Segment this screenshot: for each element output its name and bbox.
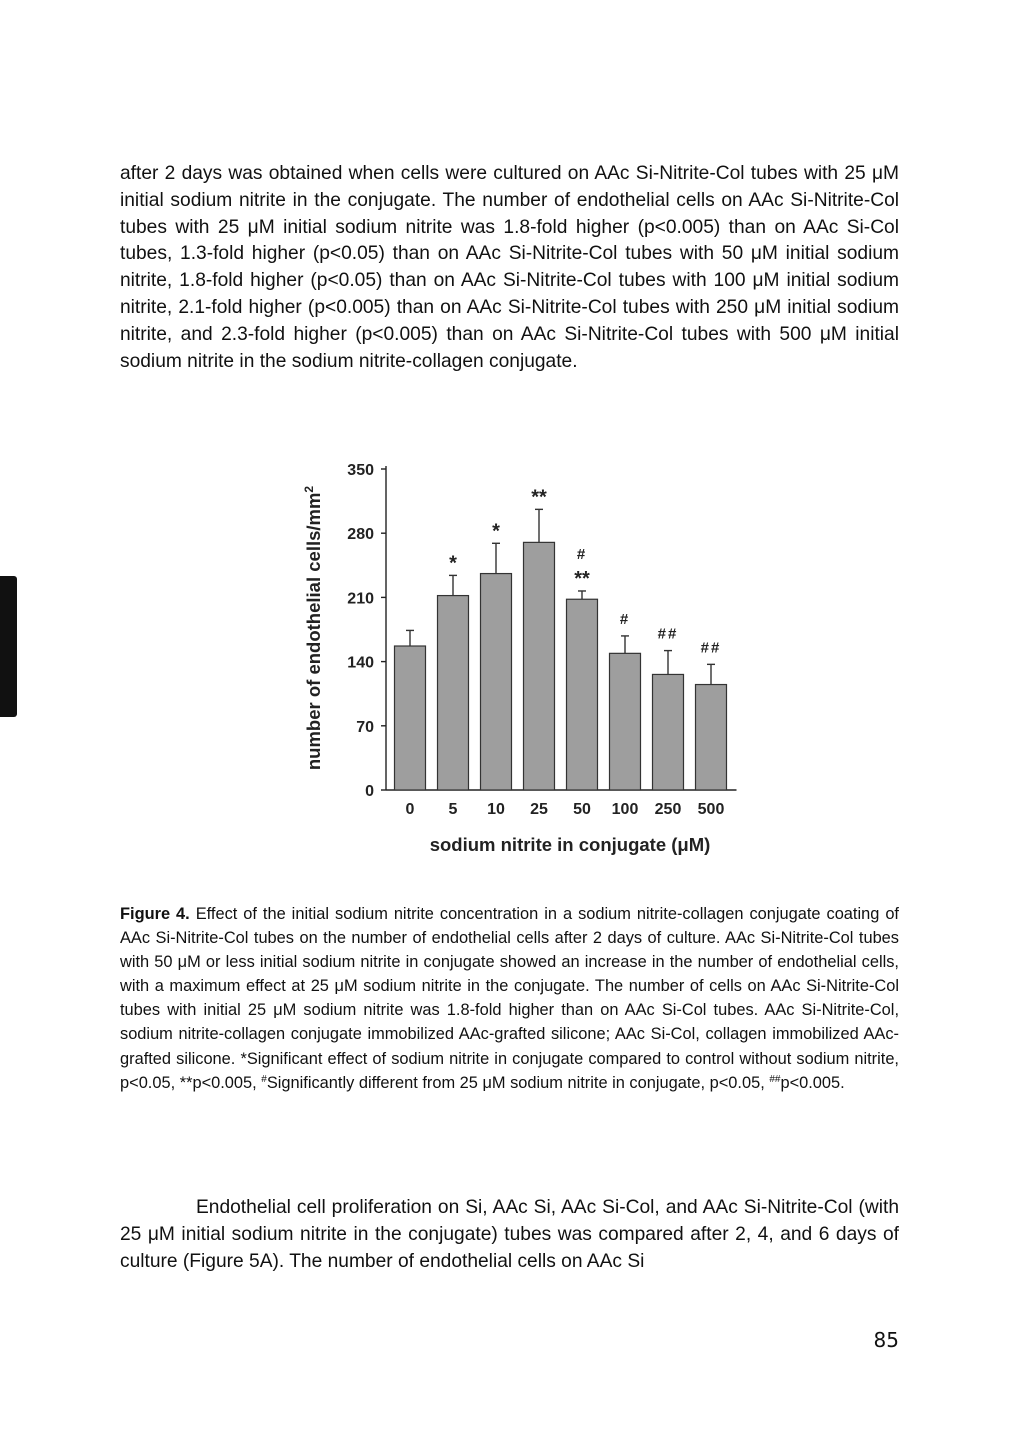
- x-tick-label: 50: [573, 801, 591, 818]
- figure-caption: [120, 902, 899, 1095]
- significance-marker: #: [619, 610, 631, 628]
- x-tick-label: 100: [611, 801, 639, 818]
- significance-marker: *: [449, 552, 457, 575]
- significance-marker: **: [531, 486, 547, 509]
- y-tick-label: 280: [347, 526, 374, 544]
- bar-10: [481, 574, 512, 790]
- x-tick-label: 5: [448, 801, 458, 818]
- caption-sup-1: #: [261, 1073, 267, 1085]
- significance-marker: ##: [700, 639, 722, 657]
- x-tick-label: 500: [697, 801, 725, 818]
- y-axis-title-superscript: 2: [302, 485, 316, 493]
- bar-100: [610, 653, 641, 790]
- significance-marker: ##: [657, 625, 679, 643]
- x-tick-label: 25: [530, 801, 548, 818]
- x-axis-title: sodium nitrite in conjugate (μM): [429, 834, 711, 855]
- y-tick-label: 140: [347, 654, 374, 672]
- bar-25: [524, 542, 555, 790]
- caption-sup-2: ##: [769, 1073, 781, 1085]
- caption-text-1: Effect of the initial sodium nitrite concentration in a sodium nitrite-collagen conjugate coating of AAc Si-Nitrite-Col tubes on the number of endothelial cells after 2 days of culture. AAc Si-Nitrite-Col tubes with 50 μM or less initial sodium nitrite in conjugate showed an increase in the number of endothelial cells, with a maximum effect at 25 μM sodium nitrite in the conjugate. The number of cells on AAc Si-Nitrite-Col tubes with initial 25 μM sodium nitrite was 1.8-fold higher than on AAc Si-Col tubes. AAc Si-Nitrite-Col, sodium nitrite-collagen conjugate immobilized AAc-grafted silicone; AAc Si-Col, collagen immobilized AAc-grafted silicone. *Significant effect of sodium nitrite in conjugate compared to control without sodium nitrite, p<0.05, **p<0.005,: [120, 905, 899, 1092]
- bar-500: [696, 685, 727, 790]
- y-tick-label: 70: [356, 718, 374, 736]
- bar-5: [438, 596, 469, 790]
- caption-text-3: p<0.005.: [780, 1073, 845, 1092]
- bar-50: [567, 599, 598, 790]
- caption-text-2: Significantly different from 25 μM sodium nitrite in conjugate, p<0.05,: [266, 1073, 770, 1092]
- x-tick-label: 250: [654, 801, 682, 818]
- significance-marker: #: [576, 545, 588, 563]
- paragraph-top: after 2 days was obtained when cells were cultured on AAc Si-Nitrite-Col tubes with 25 μM initial sodium nitrite in the conjugate. The number of endothelial cells on AAc Si-Nitrite-Col tubes with 25 μM initial sodium nitrite was 1.8-fold higher (p<0.005) than on AAc Si-Col tubes, 1.3-fold higher (p<0.05) than on AAc Si-Nitrite-Col tubes with 50 μM initial sodium nitrite, 1.8-fold higher (p<0.05) than on AAc Si-Nitrite-Col tubes with 100 μM initial sodium nitrite, 2.1-fold higher (p<0.005) than on AAc Si-Nitrite-Col tubes with 250 μM initial sodium nitrite, and 2.3-fold higher (p<0.005) than on AAc Si-Nitrite-Col tubes with 500 μM initial sodium nitrite in the sodium nitrite-collagen conjugate.: [120, 163, 899, 372]
- significance-marker: *: [492, 520, 500, 543]
- y-tick-label: 0: [365, 783, 374, 800]
- significance-marker: **: [574, 567, 590, 590]
- page-number: 85: [873, 1328, 899, 1352]
- bar-250: [653, 674, 684, 790]
- y-axis-title-main: number of endothelial cells/mm: [303, 492, 324, 771]
- y-tick-label: 350: [347, 462, 374, 479]
- x-tick-label: 10: [487, 801, 505, 818]
- paragraph-bottom: Endothelial cell proliferation on Si, AAc Si, AAc Si-Col, and AAc Si-Nitrite-Col (with 25 μM initial sodium nitrite in the conjugate) tubes was compared after 2, 4, and 6 days of culture (Figure 5A). The number of endothelial cells on AAc Si: [120, 1197, 899, 1272]
- chart-svg: [298, 452, 738, 872]
- figure-4-bar-chart: [298, 452, 738, 872]
- caption-label: Figure 4.: [120, 905, 190, 923]
- y-tick-label: 210: [347, 590, 374, 608]
- bar-0: [395, 646, 426, 790]
- x-tick-label: 0: [405, 801, 415, 818]
- side-thumb-tab: [0, 576, 17, 717]
- y-axis-title: [302, 486, 324, 771]
